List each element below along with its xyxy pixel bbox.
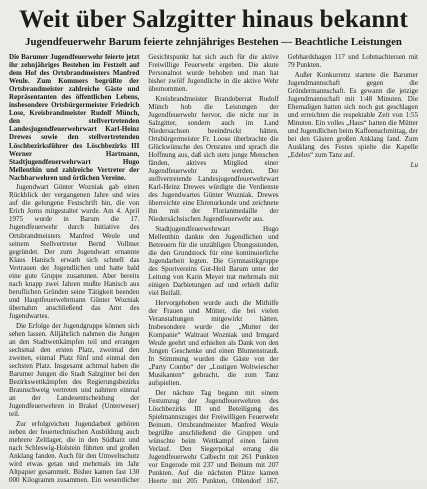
article-paragraph: Zur erfolgreichen Jugendarbeit gehören neben der feuertechnischen Ausbildung auch mehrere Zeltlager, die in den Südharz und nach Schleswig-Holstein führten und großen Anklang fanden. Auch für den Umweltschutz wird etwas getan und mehrmals im Jahr Altpapier gesammelt. Bisher kamen fast 130 000 Kilogramm zusammen. Ein wesentlicher Gesichtspunkt hat sich auch für die aktive Freiwillige Feuerwehr ergeben. Die akute Personalnot wurde behoben und man hat bisher zwölf Jugendliche in die aktive Wehr übernommen. — [9, 53, 279, 484]
article-paragraph: Stadtjugendfeuerwehrwart Hugo Mellenthin dankte den Jugendlichen und Betreuern für die unzähligen Übungsstunden, die den Grundstock für eine kontinuierliche Jugendarbeit legten. Die Gymnastikgruppe des Sportvereins Gut-Heil Barum unter der Leitung von Karin Meyer trat mehrmals mit einigen Darbietungen auf und erhielt dafür viel Beifall. — [148, 224, 279, 298]
article-body — [9, 53, 418, 489]
article-paragraph: Außer Konkurrenz startete die Barumer Jugendmannschaft gegen die Gründermannschaft. Es gewann die jetzige Jugendmannschaft mit 1:48 Minuten. Die Ehemaligen hatten sich noch gut geschlagen und erreichten die respektable Zeit von 1:55 Minuten. Ein volles „Haus“ hatten die Mütter und Jugendlichen beim Kaffeenachmittag, der bei den Gästen großen Anklang fand. Zum Ausklang des Festes spielte die Kapelle „Edelos“ zum Tanz auf. — [287, 70, 418, 160]
article-headline: Weit über Salzgitter hinaus bekannt — [19, 6, 408, 33]
article-paragraph: Der nächste Tag begann mit einem Festumzug der Jugendfeuerwehren des Löschbezirks III und Beteiligung des Spielmannszuges der Freiwilligen Feuerwehr Beinum. Ortsbrandmeister Manfred Weule begrüßte anschließend die Gruppen und wünschte beim Wettkampf einen fairen Verlauf. Den Siegerpokal errang die Jugendfeuerwehr Calbecht mit 261 Punkten vor Engerode mit 237 und Beinum mit 207 Punkten. Auf die nächsten Plätze kamen Heerte mit 205 Punkten, Ohlendorf 167, Gebhardshagen 117 und Lobmachtersen mit 79 Punkten. — [148, 53, 418, 486]
article-paragraph: Hervorgehoben wurde auch die Mithilfe der Frauen und Mütter, die bei vielen Veranstaltungen mitgewirkt hätten. Insbesondere wurde die „Mutter der Kompanie“ Waltraut Wozniak und Irmgard Weule geehrt und erhielten als Dank von den Jungen Geschenke und einen Blumenstrauß. In Stimmung wurden die Gäste von der „Party Combo“ der „Lustigen Woltwiescher Musikanten“ gebracht, die zum Tanz aufspielten. — [148, 298, 279, 388]
article-subheadline: Jugendfeuerwehr Barum feierte zehnjähriges Bestehen — Beachtliche Leistungen — [25, 36, 402, 48]
article-paragraph: Die Erfolge der Jugendgruppe können sich sehen lassen. Alljährlich nahmen die Jungen an den Stadtwettkämpfen teil und errangen sechsmal den ersten Platz, zweimal den zweiten, einmal Platz fünf und einmal den sechsten Platz. Insgesamt achtmal haben die Barumer Jungen die Stadt Salzgitter bei den Bezirkswettkämpfen des Regierungsbezirks Braunschweig vertreten und nahmen einmal an der Landesentscheidung der Jugendfeuerwehren in Brakel (Unterweser) teil. — [9, 321, 140, 419]
article-paragraph: Jugendwart Günter Wozniak gab einen Rückblick der vergangenen Jahre und wies auf die gelungene Festschrift hin, die von Erich Jorns mitgestaltet wurde. Am 4. April 1975 wurde in Barum die 17. Jugendfeuerwehr durch Initiative des Ortsbrandmeisters Manfred Weule und seinem Stellvertreter Bernd Vollmer gegründet. Der zum Jugendwart ernannte Klaus Hanisch erwarb sich schnell das Vertrauen der Jugendlichen und hatte bald eine gute Gruppe zusammen. Aber bereits nach knapp zwei Jahren mußte Hanisch aus beruflichen Gründen seine Tätigkeit beenden und Hauptfeuerwehrmann Günter Wozniak übernahm anschließend das Amt des Jugendwartes. — [9, 183, 140, 320]
article-byline: Lu — [410, 160, 418, 169]
article-lead: Die Barumer Jugendfeuerwehr feierte jetzt ihr zehnjähriges Bestehen im Festzelt auf dem Hof des Ortsbrandmeisters Manfred Weule. Zum Kommers begrüßte der Ortsbrandmeister zahlreiche Gäste und Repräsentanten des öffentlichen Lebens, insbesondere Ortsbürgermeister Friedrich Lose, Kreisbrandmeister Rudolf Münch, den stellvertretenden Landesjugendfeuerwehrwart Karl-Heinz Drewes sowie den stellvertretenden Löschbezirksführer des Löschbezirks III Werner Hartmann, Stadtjugendfeuerwehrwart Hugo Mellenthin und zahlreiche Vertreter der Nachbarwehren und örtlichen Vereine. — [9, 53, 140, 182]
article-paragraph: Kreisbrandmeister Brandoberrat Rudolf Münch hob die Leistungen der Jugendfeuerwehr hervor, die nicht nur in Salzgitter, sondern auch im Land Niedersachsen beeindruckt hätten. Ortsbürgermeister Fr. Loose überbrachte die Glückwünsche des Ortsrates und sprach die Hoffnung aus, daß sich stets junge Menschen fänden, aktives Mitglied einer Jugendfeuerwehr zu werden. Der stellvertretende Landesjugendfeuerwehrwart Karl-Heinz Drewes würdigte die Verdienste des Jugendwartes Günter Wozniak. Drewes überreichte eine Ehrenurkunde und zeichnete ihn mit der Florianmedaille der Niedersächsischen Jugendfeuerwehr aus. — [148, 94, 279, 224]
